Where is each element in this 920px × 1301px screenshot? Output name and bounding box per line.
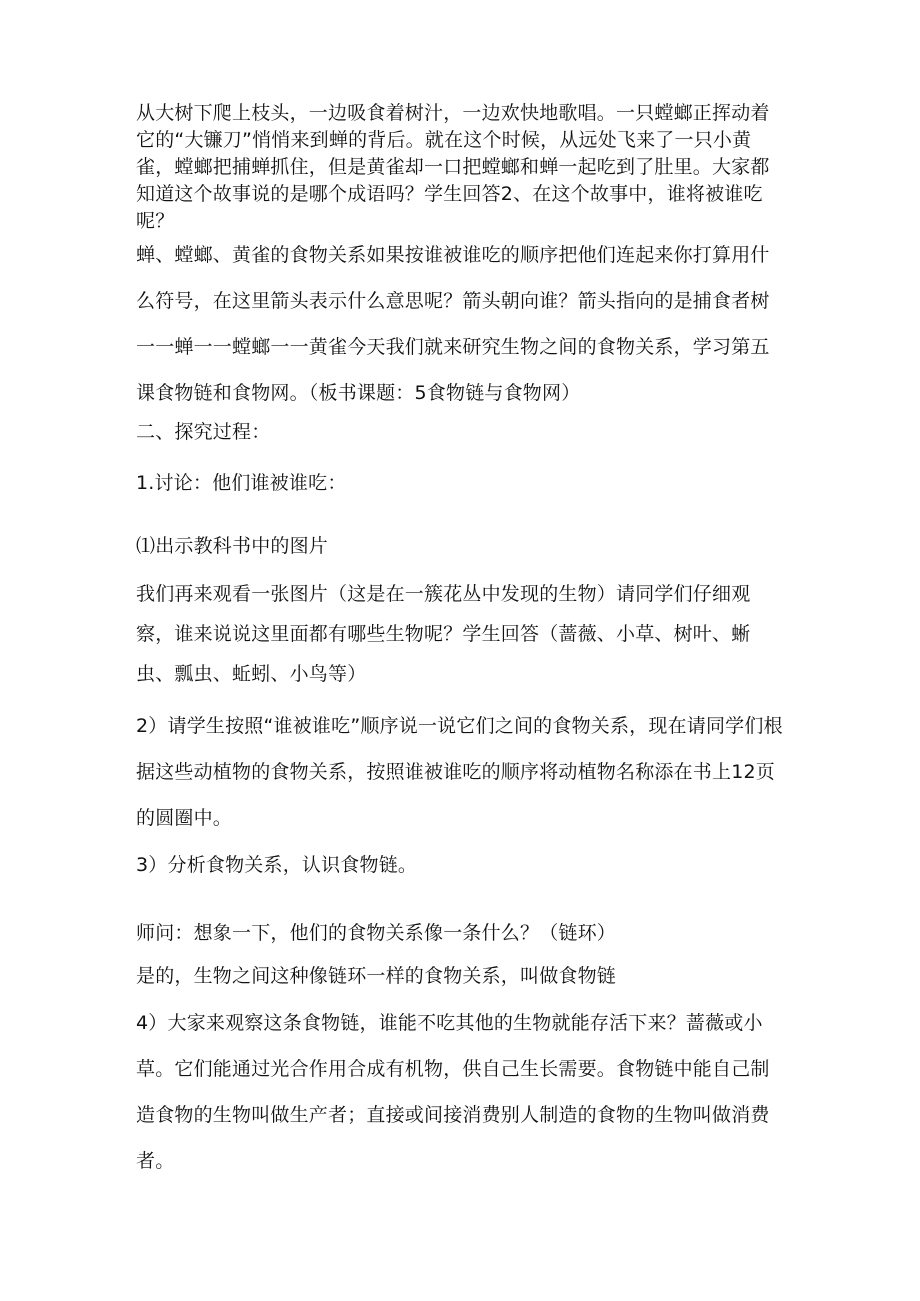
paragraph-step-3: 3）分析食物关系，认识食物链。 xyxy=(136,854,418,876)
section-heading-inquiry: 二、探究过程： xyxy=(136,421,271,443)
paragraph-food-chain-definition: 是的，生物之间这种像链环一样的食物关系，叫做食物链 xyxy=(136,965,617,987)
paragraph-teacher-question: 师问：想象一下，他们的食物关系像一条什么？（链环） xyxy=(136,922,617,944)
paragraph-show-picture: ⑴出示教科书中的图片 xyxy=(136,535,329,557)
paragraph-story: 从大树下爬上枝头，一边吸食着树汁，一边欢快地歌唱。一只螳螂正挥动着它的“大镰刀”悄悄来到蝉的背后。就在这个时候，从远处飞来了一只小黄雀，螳螂把捕蝉抓住，但是黄雀却一口把螳螂和蝉一起吃到了肚里。大家都知道这个故事说的是哪个成语吗？学生回答2、在这个故事中，谁将被谁吃呢？ xyxy=(136,102,770,232)
paragraph-observe-picture: 我们再来观看一张图片（这是在一簇花丛中发现的生物）请同学们仔细观察，谁来说说这里面都有哪些生物呢？学生回答（蔷薇、小草、树叶、蜥虫、瓢虫、蚯蚓、小鸟等） xyxy=(136,583,751,685)
paragraph-discussion: 1.讨论：他们谁被谁吃： xyxy=(136,472,347,494)
paragraph-food-relation: 蝉、螳螂、黄雀的食物关系如果按谁被谁吃的顺序把他们连起来你打算用什么符号，在这里箭头表示什么意思呢？箭头朝向谁？箭头指向的是捕食者树一一蝉一一螳螂一一黄雀今天我们就来研究生物之间的食物关系，学习第五课食物链和食物网。（板书课题：5食物链与食物网） xyxy=(136,244,770,404)
paragraph-step-4: 4）大家来观察这条食物链，谁能不吃其他的生物就能存活下来？蔷薇或小草。它们能通过光合作用合成有机物，供自己生长需要。食物链中能自己制造食物的生物叫做生产者；直接或间接消费别人制造的食物的生物叫做消费者。 xyxy=(136,1012,770,1172)
paragraph-step-2: 2）请学生按照“谁被谁吃”顺序说一说它们之间的食物关系，现在请同学们根据这些动植物的食物关系，按照谁被谁吃的顺序将动植物名称添在书上12页的圆圈中。 xyxy=(136,715,783,829)
